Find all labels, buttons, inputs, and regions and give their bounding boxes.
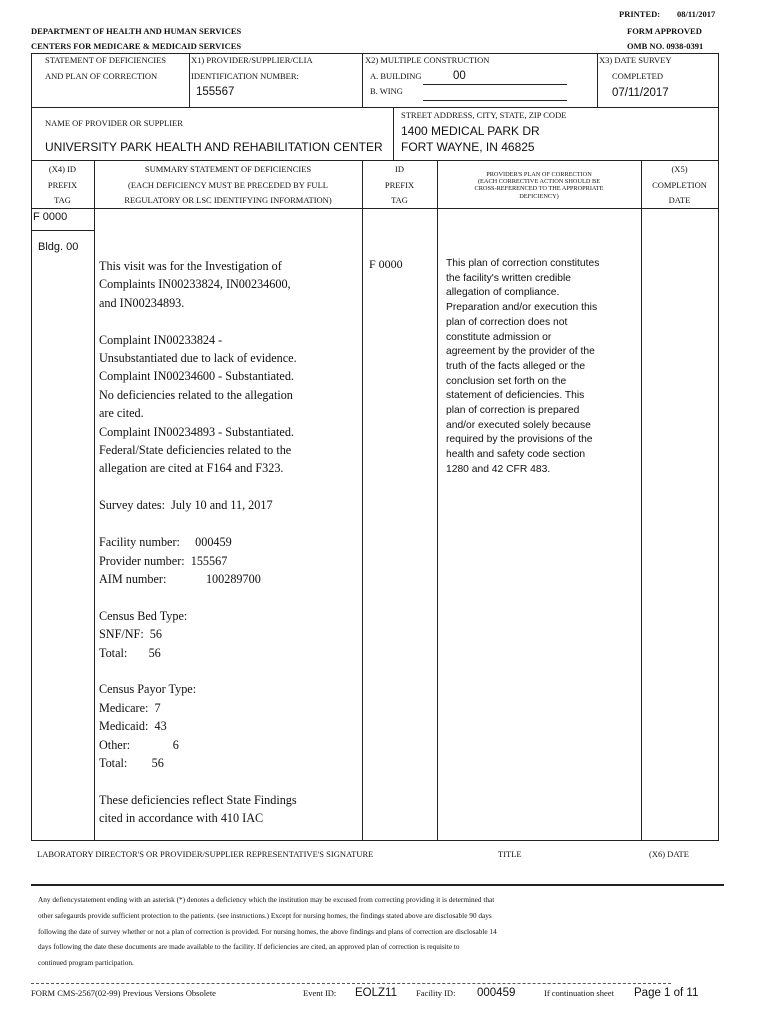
summary-line: allegation are cited at F164 and F323. [99,461,284,476]
page-number: Page 1 of 11 [634,987,699,999]
poc-line: 1280 and 42 CFR 483. [446,463,551,475]
omb-number: OMB NO. 0938-0391 [627,41,704,51]
grid-divider-2 [362,160,363,840]
id-header-1: ID [395,164,404,174]
summary-line: Unsubstantiated due to lack of evidence. [99,351,297,366]
signature-divider [31,884,724,886]
summary-line [99,312,361,330]
x3-label-2: COMPLETED [612,71,663,81]
summary-line: Medicaid: 43 [99,719,167,734]
summary-line: No deficiencies related to the allegation [99,387,293,402]
disclaimer-line: other safegaurds provide sufficient protection to the patients. (see instructions.) Except for nursing homes, the findings stated above are disclosable 90 days [38,910,492,920]
provider-box-left [31,107,32,160]
summary-line: Federal/State deficiencies related to the [99,443,292,458]
poc-line: agreement by the provider of the [446,346,595,358]
divider-x2 [362,53,363,107]
id-header-2: PREFIX [384,180,415,190]
provider-box-right [718,107,719,160]
wing-underline [423,100,567,101]
statement-label-1: STATEMENT OF DEFICIENCIES [45,55,167,65]
summary-line: Facility number: 000459 [99,535,232,550]
building-underline [423,84,567,85]
x5-header-3: DATE [668,195,691,205]
x1-label-1: X1) PROVIDER/SUPPLIER/CLIA [191,55,313,65]
poc-line: This plan of correction constitutes [446,258,600,269]
poc-line: the facility's written credible [446,272,572,284]
continuation-label: If continuation sheet [544,988,614,998]
poc-line: plan of correction does not [446,316,568,328]
summary-header-2: (EACH DEFICIENCY MUST BE PRECEDED BY FULL [128,180,328,190]
x4-header-3: TAG [54,195,71,205]
event-id-label: Event ID: [303,988,337,998]
poc-line: health and safety code section [446,449,586,461]
top-box-left-border [31,53,32,107]
summary-line: Survey dates: July 10 and 11, 2017 [99,498,273,513]
event-id: EOLZ11 [355,987,397,999]
summary-line: Complaints IN00233824, IN00234600, [99,277,291,292]
poc-header-4: DEFICIENCY) [519,192,559,200]
summary-line [99,662,361,680]
building-tag: Bldg. 00 [38,241,79,253]
summary-line: Census Bed Type: [99,608,188,623]
provider-number: 155567 [196,86,235,98]
summary-line: Census Payor Type: [99,682,197,697]
centers-title: CENTERS FOR MEDICARE & MEDICAID SERVICES [31,41,242,51]
poc-header [437,171,641,200]
provider-box-divider [393,107,394,160]
divider-x1 [189,53,190,107]
x1-label-2: IDENTIFICATION NUMBER: [191,71,299,81]
poc-line: plan of correction is prepared [446,405,580,417]
column-header-bottom [31,208,719,209]
summary-line: Medicare: 7 [99,700,161,715]
summary-line: Complaint IN00234600 - Substantiated. [99,369,294,384]
grid-divider-4 [641,160,642,840]
x4-header-1: (X4) ID [48,164,77,174]
building-value: 00 [453,70,466,82]
address-line-1: 1400 MEDICAL PARK DR [401,124,540,138]
footer-divider [31,983,671,984]
summary-line: AIM number: 100289700 [99,571,261,586]
form-number: FORM CMS-2567(02-99) Previous Versions Obsolete [31,988,216,998]
disclaimer-line: days following the date these documents are made available to the facility. If deficiencies are cited, an approved plan of correction is requisite to [38,942,460,952]
wing-label: B. WING [370,86,403,96]
form-approved: FORM APPROVED [627,26,702,36]
printed-date: 08/11/2017 [677,9,716,19]
date-label: (X6) DATE [649,849,689,859]
poc-line: conclusion set forth on the [446,375,567,387]
x2-label: X2) MULTIPLE CONSTRUCTION [365,55,490,65]
disclaimer-line: continued program participation. [38,958,134,968]
top-box-top-border [31,53,719,54]
summary-line: and IN00234893. [99,295,185,310]
statement-label-2: AND PLAN OF CORRECTION [45,71,158,81]
disclaimer-line: Any defiencystatement ending with an asterisk (*) denotes a deficiency which the institution may be excused from correcting providing it is determined that [38,895,495,904]
summary-line: cited in accordance with 410 IAC [99,811,264,826]
poc-line: and/or executed solely because [446,419,591,431]
poc-line: statement of deficiencies. This [446,390,585,402]
x5-header-2: COMPLETION [652,180,707,190]
poc-header-3: CROSS-REFERENCED TO THE APPROPRIATE [474,185,604,193]
summary-line [99,515,361,533]
x4-header-2: PREFIX [47,180,78,190]
summary-header-1: SUMMARY STATEMENT OF DEFICIENCIES [144,164,312,174]
summary-line: Complaint IN00233824 - [99,332,223,347]
printed-label: PRINTED: [619,9,661,19]
signature-label: LABORATORY DIRECTOR'S OR PROVIDER/SUPPLIER REPRESENTATIVE'S SIGNATURE [37,849,374,859]
poc-line: allegation of compliance. [446,287,560,299]
title-label: TITLE [498,849,522,859]
id-tag: F 0000 [369,257,403,271]
x5-header-1: (X5) [671,164,688,174]
summary-line: Provider number: 155567 [99,553,228,568]
summary-line [99,478,361,496]
poc-line: Preparation and/or execution this [446,302,598,314]
main-grid-bottom [31,840,719,841]
facility-id-label: Facility ID: [416,988,456,998]
grid-right [718,160,719,840]
summary-header-3: REGULATORY OR LSC IDENTIFYING INFORMATION) [124,195,332,205]
address-label: STREET ADDRESS, CITY, STATE, ZIP CODE [401,110,567,120]
provider-name: UNIVERSITY PARK HEALTH AND REHABILITATION CENTER [45,140,383,154]
disclaimer [38,892,718,971]
summary-line [99,588,361,606]
department-title: DEPARTMENT OF HEALTH AND HUMAN SERVICES [31,26,242,36]
tag-row-divider [31,230,94,231]
plan-of-correction [446,257,638,478]
x3-label-1: X3) DATE SURVEY [599,55,672,65]
poc-line: required by the provisions of the [446,434,593,446]
summary-line: Total: 56 [99,755,164,770]
summary-line: Other: 6 [99,737,179,752]
summary-statement [99,257,361,828]
summary-line: This visit was for the Investigation of [99,259,282,273]
summary-line: These deficiencies reflect State Findings [99,792,297,807]
summary-line [99,772,361,790]
top-box-right-border [718,53,719,107]
poc-line: constitute admission or [446,331,552,343]
poc-line: truth of the facts alleged or the [446,360,586,372]
provider-name-label: NAME OF PROVIDER OR SUPPLIER [45,118,183,128]
grid-divider-3 [437,160,438,840]
disclaimer-line: following the date of survey whether or not a plan of correction is provided. For nursing homes, the above findings and plans of correction are disclosable 14 [38,926,497,936]
building-label: A. BUILDING [370,71,422,81]
survey-date: 07/11/2017 [612,87,669,99]
divider-x3 [597,53,598,107]
grid-divider-1 [94,160,95,840]
top-box-bottom-border [31,107,719,108]
summary-line: Complaint IN00234893 - Substantiated. [99,424,294,439]
summary-line: are cited. [99,406,144,421]
summary-line: Total: 56 [99,645,161,660]
facility-id: 000459 [477,987,516,999]
id-header-3: TAG [391,195,408,205]
left-tag: F 0000 [33,211,68,223]
poc-header-1: PROVIDER'S PLAN OF CORRECTION [486,171,592,178]
grid-left [31,160,32,840]
poc-header-2: (EACH CORRECTIVE ACTION SHOULD BE [477,178,601,186]
address-line-2: FORT WAYNE, IN 46825 [401,140,535,154]
provider-box-bottom [31,160,719,161]
summary-line: SNF/NF: 56 [99,627,162,642]
